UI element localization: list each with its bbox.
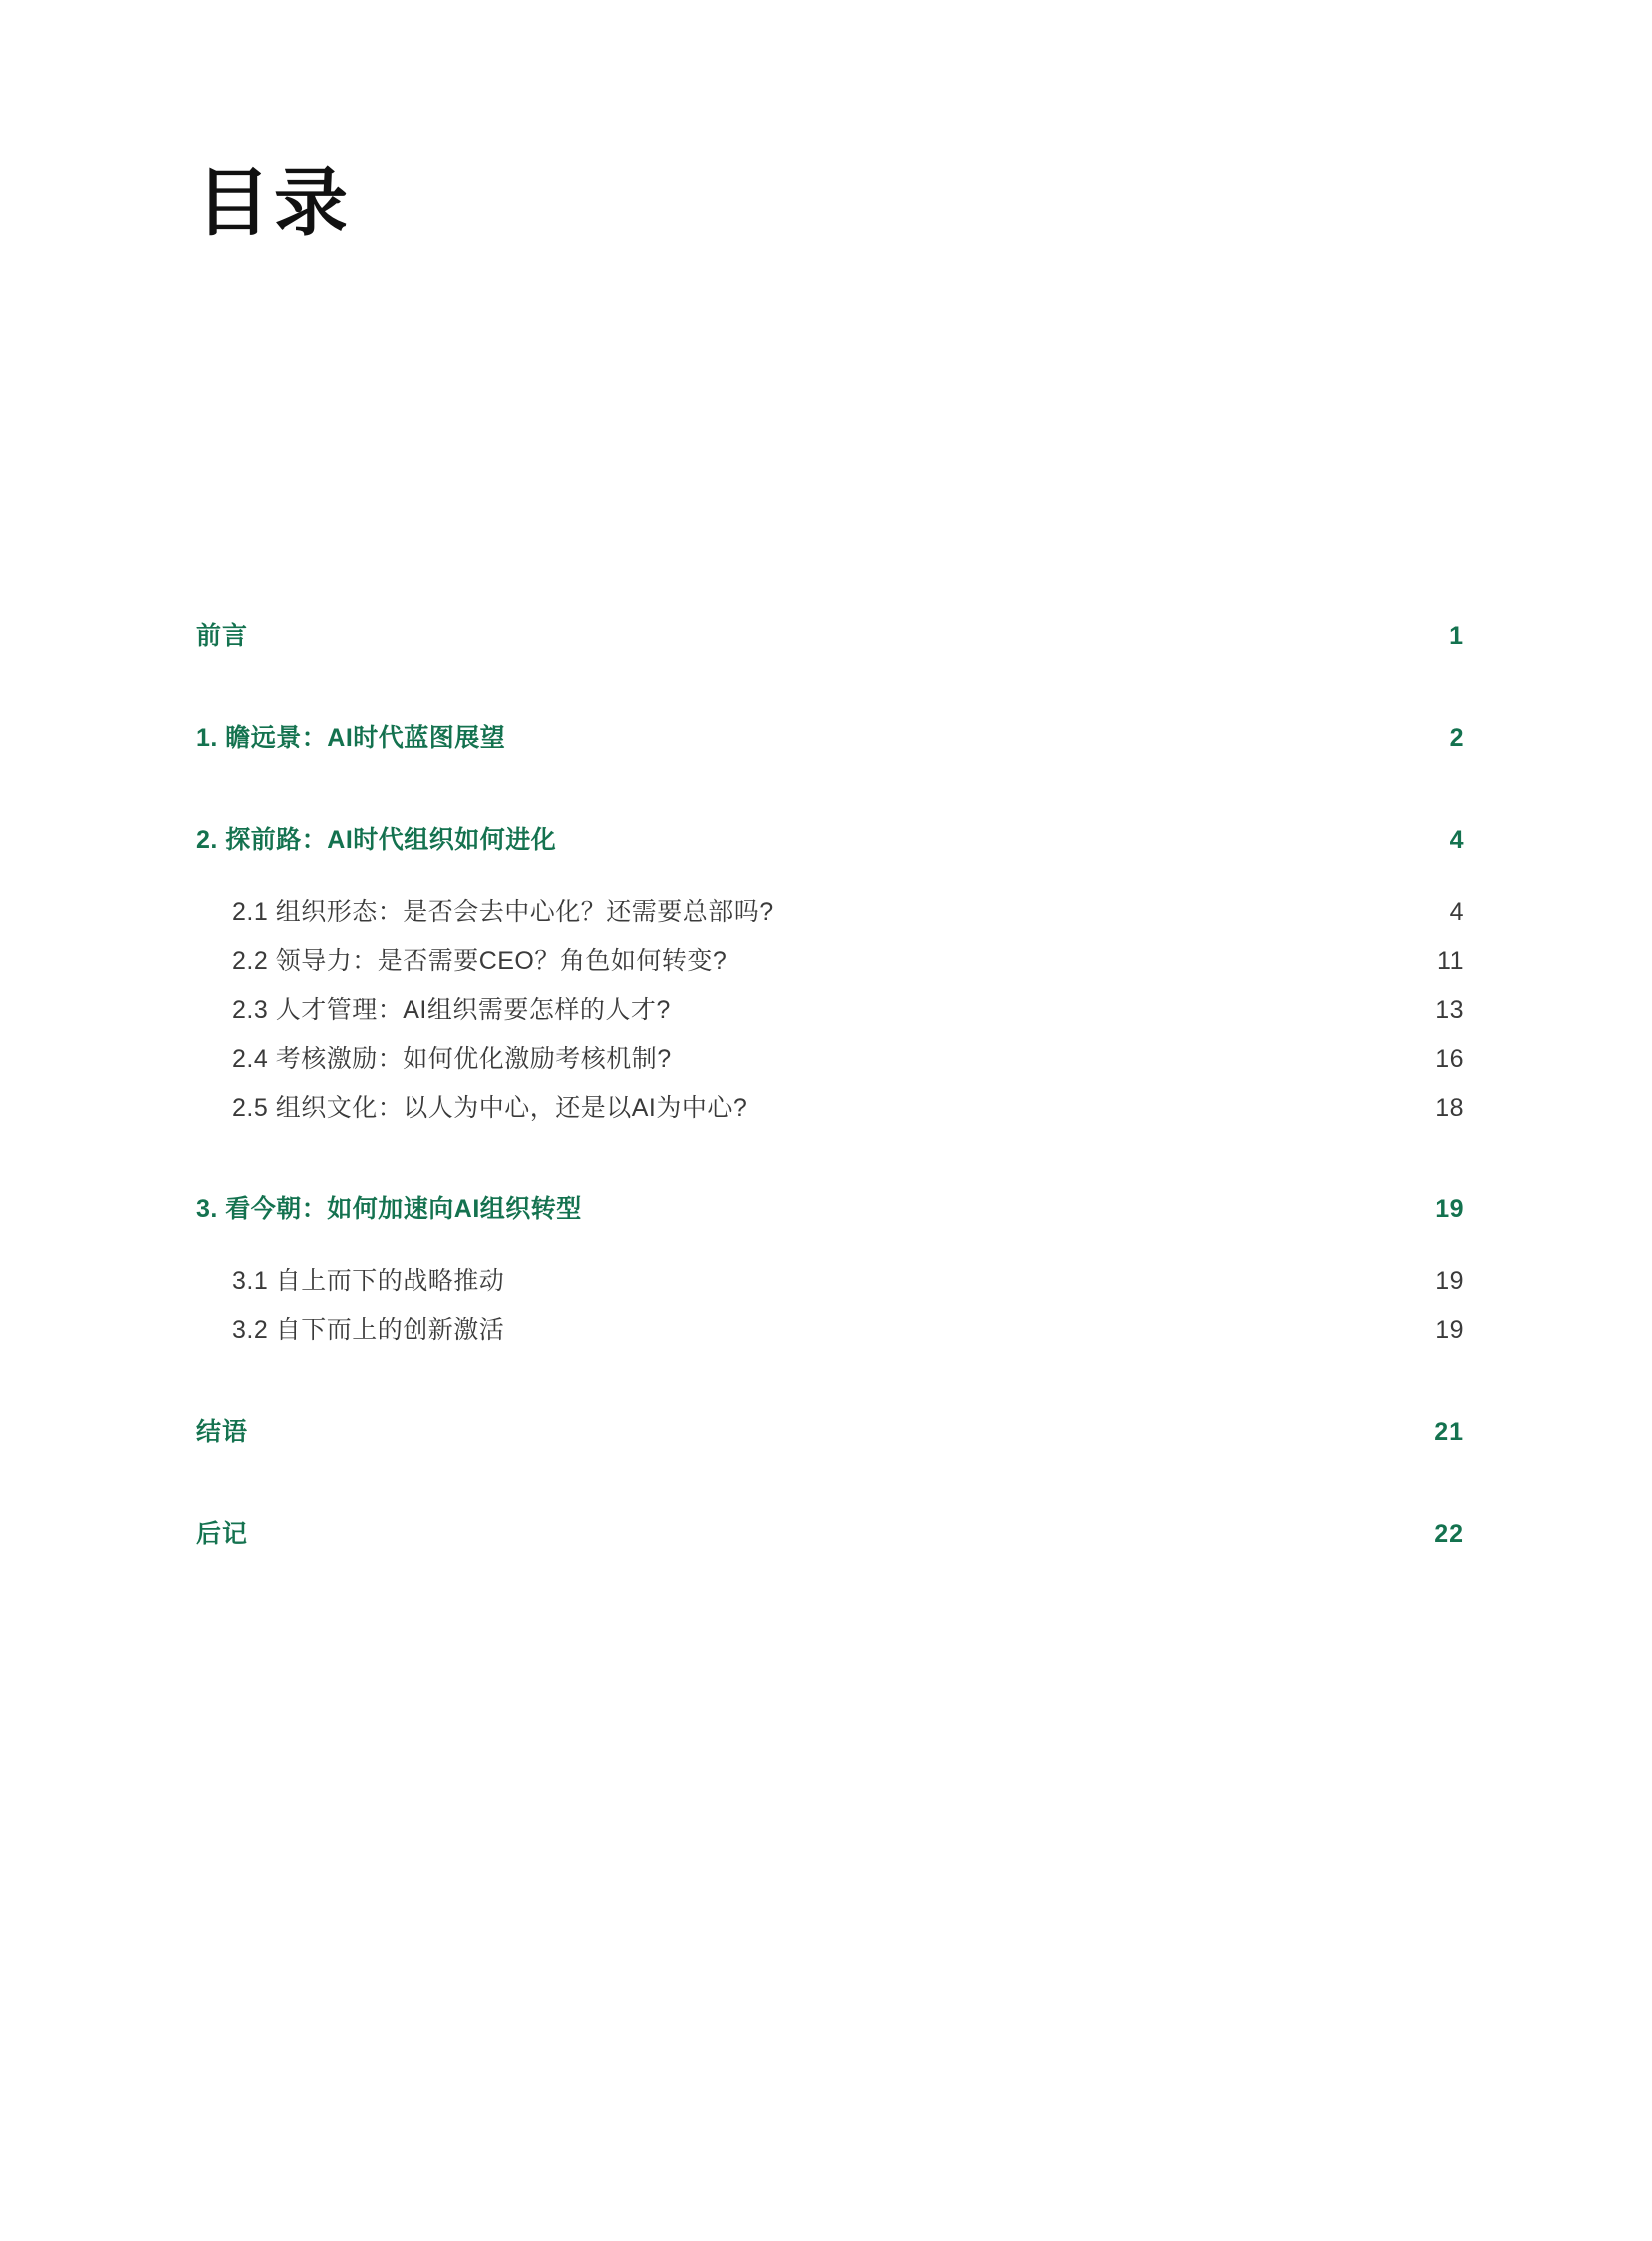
toc-entry-section-3-2[interactable] xyxy=(196,1310,1464,1346)
spacer xyxy=(196,1026,1464,1039)
toc-entry-label: 3.2 自下而上的创新激活 xyxy=(232,1315,505,1344)
toc-entry-label: 3. 看今朝：如何加速向AI组织转型 xyxy=(196,1194,582,1223)
toc-entry-page: 19 xyxy=(1435,1266,1464,1295)
spacer xyxy=(196,1297,1464,1310)
toc-entry-label: 前言 xyxy=(196,621,249,650)
toc-entry-page: 2 xyxy=(1449,723,1464,752)
toc-entry-section-3-1[interactable] xyxy=(196,1261,1464,1297)
toc-entry-afterword[interactable] xyxy=(196,1514,1464,1550)
toc-entry-chapter-3[interactable] xyxy=(196,1189,1464,1225)
spacer xyxy=(196,1225,1464,1261)
toc-entry-chapter-2[interactable] xyxy=(196,820,1464,856)
toc-entry-label: 2. 探前路：AI时代组织如何进化 xyxy=(196,825,557,854)
toc-entry-label: 2.3 人才管理：AI组织需要怎样的人才? xyxy=(232,995,671,1024)
toc-entry-label: 3.1 自上而下的战略推动 xyxy=(232,1266,505,1295)
toc-entry-label: 结语 xyxy=(196,1417,249,1446)
toc-entry-section-2-5[interactable] xyxy=(196,1088,1464,1123)
table-of-contents xyxy=(196,616,1464,1550)
toc-entry-preface[interactable] xyxy=(196,616,1464,652)
toc-entry-page: 4 xyxy=(1449,825,1464,854)
toc-entry-label: 2.4 考核激励：如何优化激励考核机制? xyxy=(232,1044,672,1073)
toc-entry-section-2-4[interactable] xyxy=(196,1039,1464,1075)
toc-entry-page: 13 xyxy=(1435,995,1464,1024)
spacer xyxy=(196,754,1464,820)
toc-entry-chapter-1[interactable] xyxy=(196,718,1464,754)
toc-entry-page: 1 xyxy=(1449,621,1464,650)
spacer xyxy=(196,856,1464,892)
toc-entry-page: 11 xyxy=(1437,946,1464,975)
spacer xyxy=(196,1448,1464,1514)
toc-entry-conclusion[interactable] xyxy=(196,1412,1464,1448)
toc-entry-section-2-1[interactable] xyxy=(196,892,1464,928)
toc-entry-section-2-2[interactable] xyxy=(196,941,1464,977)
toc-entry-label: 后记 xyxy=(196,1519,249,1548)
toc-entry-label: 1. 瞻远景：AI时代蓝图展望 xyxy=(196,723,506,752)
toc-entry-label: 2.1 组织形态：是否会去中心化？还需要总部吗? xyxy=(232,897,774,926)
toc-entry-label: 2.5 组织文化：以人为中心，还是以AI为中心? xyxy=(232,1093,748,1121)
toc-entry-page: 16 xyxy=(1435,1044,1464,1073)
toc-entry-page: 19 xyxy=(1435,1194,1464,1223)
toc-entry-page: 18 xyxy=(1435,1093,1464,1121)
spacer xyxy=(196,928,1464,941)
page-content xyxy=(196,0,1464,1550)
toc-entry-section-2-3[interactable] xyxy=(196,990,1464,1026)
spacer xyxy=(196,1075,1464,1088)
spacer xyxy=(196,1346,1464,1412)
spacer xyxy=(196,977,1464,990)
spacer xyxy=(196,1123,1464,1189)
page-title: 目录 xyxy=(196,163,352,245)
toc-entry-page: 4 xyxy=(1449,897,1464,926)
spacer xyxy=(196,652,1464,718)
toc-entry-page: 19 xyxy=(1435,1315,1464,1344)
toc-entry-label: 2.2 领导力：是否需要CEO？角色如何转变? xyxy=(232,946,728,975)
toc-entry-page: 21 xyxy=(1434,1417,1464,1446)
toc-entry-page: 22 xyxy=(1434,1519,1464,1548)
